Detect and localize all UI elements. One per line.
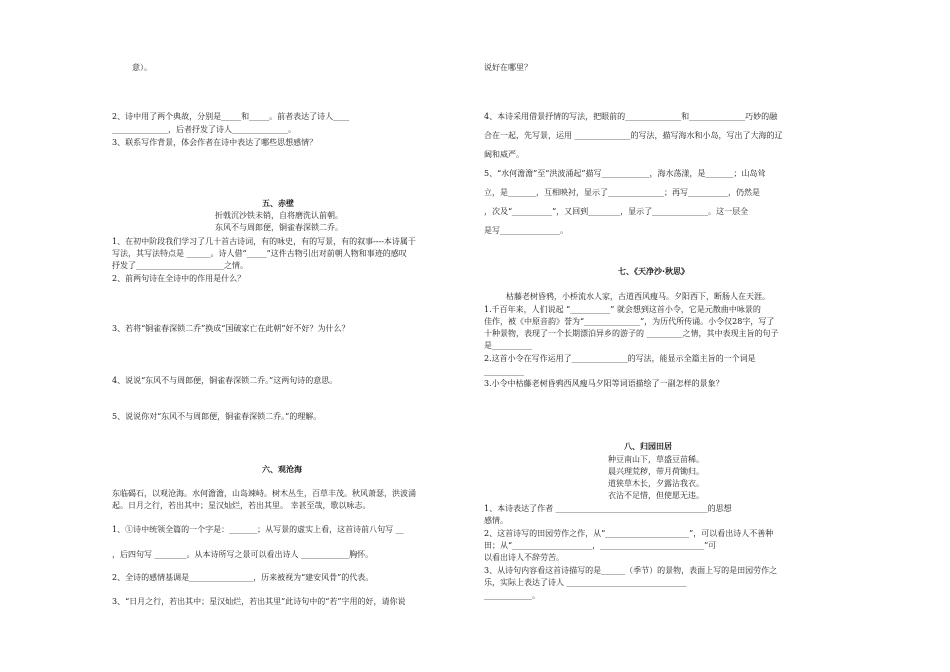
question-5-cont: ，次及“__________”，又回到________，显示了______________。这一层全 — [484, 207, 749, 216]
s6-question-1: 1、①诗中统领全篇的一个字是：_______；从写景的虚实上看，这首诗前八句写 __ — [112, 525, 404, 534]
question-2: 2、诗中用了两个典故，分别是_____和_____。前者表达了诗人____ — [112, 112, 350, 121]
prev-question-tail: 说好在哪里？ — [484, 63, 532, 72]
s8-question-1-cont: 感情。 — [484, 516, 508, 525]
poem-line: 道狭草木长，夕露沾我衣。 — [608, 479, 704, 488]
s5-question-5: 5、说说你对“东风不与周郎便，铜雀春深锁二乔。”的理解。 — [112, 412, 322, 421]
section-7-title: 七、《天净沙·秋思》 — [618, 267, 690, 276]
s8-question-2-cont: 以看出诗人不辞劳苦。 — [484, 553, 564, 562]
section-8-title: 八、归园田居 — [624, 442, 672, 451]
s7-question-1-cont: 佳作，被《中原音韵》誉为“______________”，为历代所传诵。小令仅28字，写了 — [484, 317, 775, 326]
s8-question-3-cont: ____________。 — [484, 591, 540, 600]
question-5-cont: 是写_______________。 — [484, 226, 568, 235]
s8-question-2: 2、这首诗写的田园劳作之作，从“_____________________”，可以看出诗人不善种 — [484, 529, 774, 538]
s8-question-1: 1、本诗表达了作者 ______________________________________的思想 — [484, 504, 732, 513]
poem-text: 东临碣石，以观沧海。水何澹澹，山岛竦峙。树木丛生，百草丰茂。秋风萧瑟，洪波涌 — [112, 489, 416, 498]
s6-question-2: 2、全诗的感情基调是________________，历来被视为“建安风骨”的代表。 — [112, 573, 374, 582]
s8-question-3-cont: 乐，实际上表达了诗人 ______________________________ — [484, 578, 687, 587]
s7-question-2-cont: __________ — [484, 367, 524, 376]
poem-line: 折戟沉沙铁未销，自将磨洗认前朝。 — [215, 211, 343, 220]
poem-line: 晨兴理荒秽，带月荷锄归。 — [608, 467, 704, 476]
s5-question-4: 4、说说“东风不与周郎便，铜雀春深锁二乔。”这两句诗的意思。 — [112, 376, 338, 385]
s8-question-3: 3、从诗句内容看这首诗描写的是______（季节）的景物，表面上写的是田园劳作之 — [484, 566, 778, 575]
question-4: 4、本诗采用借景抒情的写法，把眼前的______________和______________巧妙的融 — [484, 112, 778, 121]
s8-question-2-cont: 田；从“____________________，__________________________”可 — [484, 541, 717, 550]
s7-question-1: 1.千百年来，人们说起 “__________” 就会想到这首小令，它是元散曲中咏景的 — [484, 305, 761, 314]
s7-question-1-cont: 是__________ — [484, 341, 532, 350]
poem-line: 衣沾不足惜，但使愿无违。 — [608, 491, 704, 500]
s7-question-2: 2.这首小令在写作运用了______________的写法，能显示全篇主旨的一个词是 — [484, 354, 756, 363]
s5-question-1-cont: 写法，其写法特点是 ______。诗人借“_____”这件古物引出对前朝人物和事迹的感叹 — [112, 249, 407, 258]
question-3: 3、联系写作背景，体会作者在诗中表达了哪些思想感情？ — [112, 138, 318, 147]
s6-question-1-cont: ，后四句写 ________。从本诗所写之景可以看出诗人 ____________胸怀。 — [112, 550, 374, 559]
s5-question-3: 3、若将“铜雀春深锁二乔”换成“国破家亡在此朝”好不好？为什么？ — [112, 324, 350, 333]
poem-line: 东风不与周郎便，铜雀春深锁二乔。 — [215, 223, 343, 232]
question-4-cont: 合在一起，先写景，运用 ______________的写法，描写海水和小岛，写出了大海的辽 — [484, 131, 783, 140]
poem-text: 起。日月之行，若出其中；星汉灿烂，若出其里。 幸甚至哉，歌以咏志。 — [112, 501, 371, 510]
s5-question-1: 1、在初中阶段我们学习了几十首古诗词，有的咏史，有的写景，有的叙事----本诗属于 — [112, 237, 416, 246]
section-5-title: 五、赤壁 — [262, 199, 294, 208]
poem-text: 枯藤老树昏鸦，小桥流水人家，古道西风瘦马。夕阳西下，断肠人在天涯。 — [506, 292, 770, 301]
question-5: 5、“水何澹澹”至“洪波涌起”描写____________，海水荡漾，是_______；山岛耸 — [484, 169, 766, 178]
prev-question-tail: 意）。 — [132, 63, 152, 72]
s7-question-3: 3.小令中枯藤老树昏鸦西风瘦马夕阳等词语描绘了一副怎样的景象？ — [484, 379, 724, 388]
question-4-cont: 阔和威严。 — [484, 150, 524, 159]
s5-question-1-cont: 抒发了______________________之情。 — [112, 261, 248, 270]
s5-question-2: 2、前两句诗在全诗中的作用是什么？ — [112, 274, 246, 283]
question-5-cont: 立，是_______，互相映衬，显示了______________；再写__________，仍然是 — [484, 188, 760, 197]
question-2-cont: ______________，后者抒发了诗人______________。 — [112, 125, 296, 134]
s7-question-1-cont: 十种景物，表现了一个长期漂泊异乡的游子的 _________之情，其中表现主旨的句子 — [484, 329, 779, 338]
section-6-title: 六、观沧海 — [262, 465, 302, 474]
s6-question-3: 3、“日月之行，若出其中；星汉灿烂，若出其里”此诗句中的“若”字用的好，请你说 — [112, 597, 406, 606]
poem-line: 种豆南山下，草盛豆苗稀。 — [608, 455, 704, 464]
